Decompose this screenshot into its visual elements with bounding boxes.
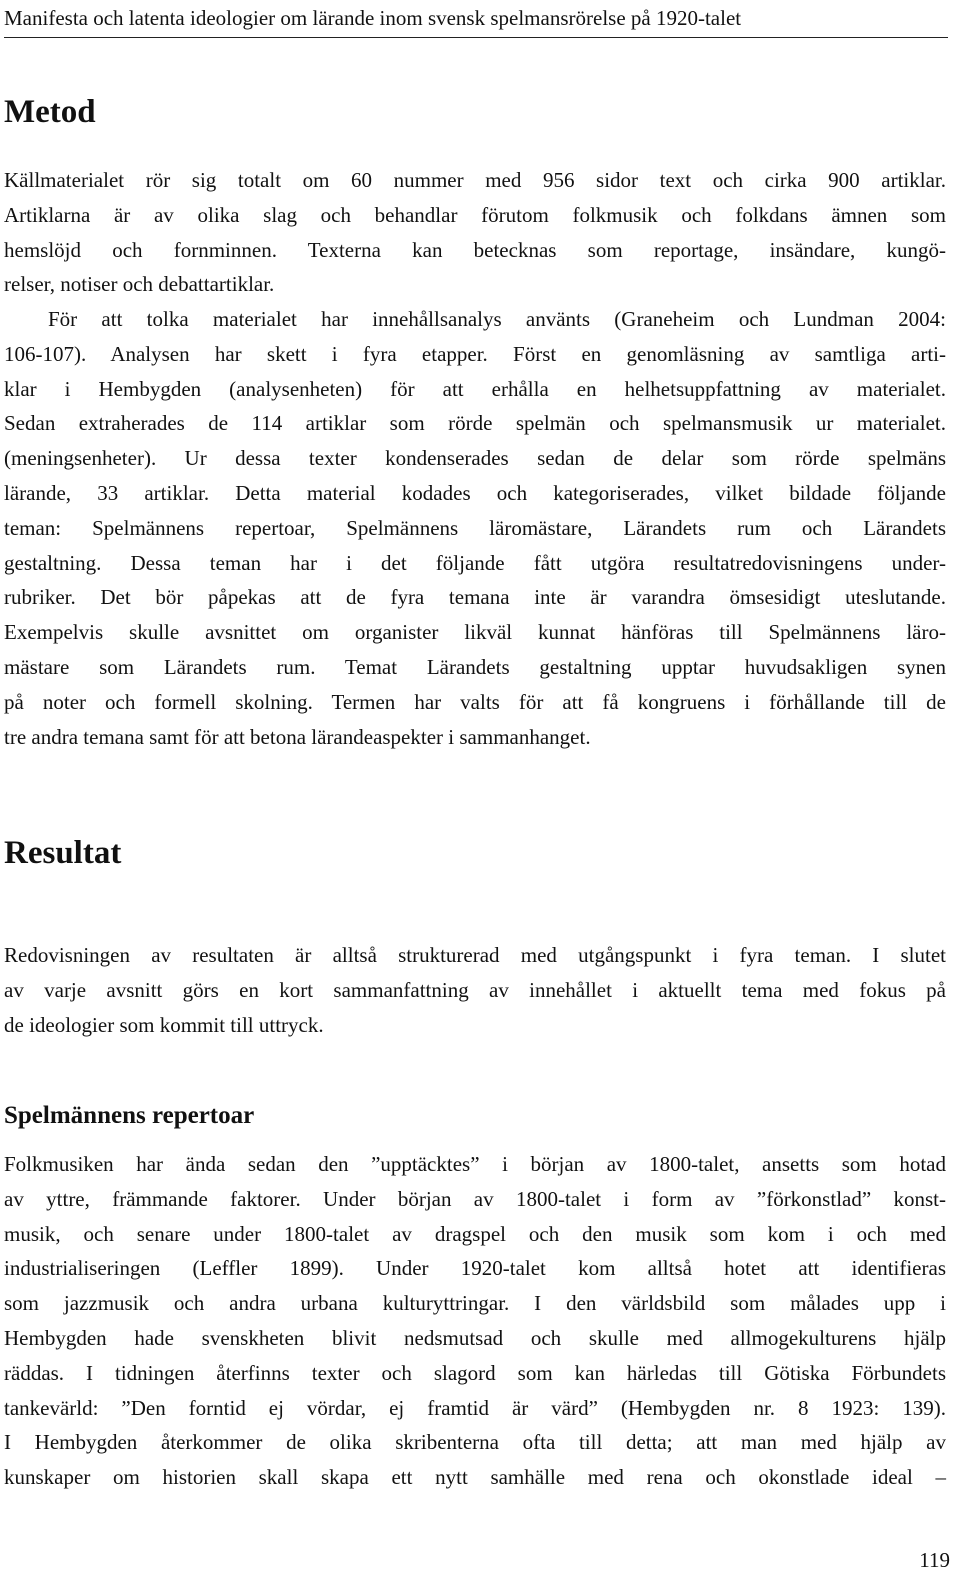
header-rule bbox=[4, 37, 948, 38]
text-line: tre andra temana samt för att betona lärandeaspekter i sammanhanget. bbox=[4, 724, 591, 749]
running-header: Manifesta och latenta ideologier om lärande inom svensk spelmansrörelse på 1920-talet bbox=[4, 6, 742, 30]
text-line: I Hembygden återkommer de olika skribenterna ofta till detta; att man med hjälp av bbox=[4, 1430, 946, 1455]
text-line: industrialiseringen (Leffler 1899). Under 1920-talet kom alltså hotet att identifieras bbox=[4, 1256, 946, 1281]
paragraph-metod-2 bbox=[4, 302, 946, 754]
text-line: klar i Hembygden (analysenheten) för att erhålla en helhetsuppfattning av materialet. bbox=[4, 376, 946, 401]
text-line: hemslöjd och fornminnen. Texterna kan betecknas som reportage, insändare, kungö- bbox=[4, 237, 946, 262]
text-line: kunskaper om historien skall skapa ett nytt samhälle med rena och okonstlade ideal – bbox=[4, 1465, 946, 1490]
text-line: För att tolka materialet har innehållsanalys använts (Graneheim och Lundman 2004: bbox=[48, 307, 946, 331]
subsection-heading-repertoar: Spelmännens repertoar bbox=[4, 1102, 255, 1129]
text-line: musik, och senare under 1800-talet av dragspel och den musik som kom i och med bbox=[4, 1221, 946, 1246]
text-line: teman: Spelmännens repertoar, Spelmännens läromästare, Lärandets rum och Lärandets bbox=[4, 515, 946, 540]
text-line: Exempelvis skulle avsnittet om organister likväl kunnat hänföras till Spelmännens läro- bbox=[4, 620, 946, 645]
section-heading-metod: Metod bbox=[4, 94, 96, 130]
paragraph-repertoar-1 bbox=[4, 1147, 946, 1495]
text-line: räddas. I tidningen återfinns texter och slagord som kan härledas till Götiska Förbundets bbox=[4, 1360, 946, 1385]
text-line: lärande, 33 artiklar. Detta material kodades och kategoriserades, vilket bildade följande bbox=[4, 480, 946, 505]
text-line: rubriker. Det bör påpekas att de fyra temana inte är varandra ömsesidigt uteslutande. bbox=[4, 585, 946, 610]
text-line: Redovisningen av resultaten är alltså strukturerad med utgångspunkt i fyra teman. I slutet bbox=[4, 943, 946, 967]
text-line: 106-107). Analysen har skett i fyra etapper. Först en genomläsning av samtliga arti- bbox=[4, 341, 946, 366]
section-heading-resultat: Resultat bbox=[4, 835, 122, 871]
text-line: (meningsenheter). Ur dessa texter kondenserades sedan de delar som rörde spelmäns bbox=[4, 446, 946, 471]
text-line: gestaltning. Dessa teman har i det följande fått utgöra resultatredovisningens under- bbox=[4, 550, 946, 575]
text-line: av varje avsnitt görs en kort sammanfattning av innehållet i aktuellt tema med fokus på bbox=[4, 977, 946, 1002]
text-line: Källmaterialet rör sig totalt om 60 nummer med 956 sidor text och cirka 900 artiklar. bbox=[4, 168, 946, 192]
text-line: mästare som Lärandets rum. Temat Lärandets gestaltning upptar huvudsakligen synen bbox=[4, 654, 946, 679]
paragraph-resultat-1 bbox=[4, 938, 946, 1042]
text-line: tankevärld: ”Den forntid ej vördar, ej framtid är värd” (Hembygden nr. 8 1923: 139). bbox=[4, 1395, 946, 1420]
text-line: av yttre, främmande faktorer. Under början av 1800-talet i form av ”förkonstlad” konst- bbox=[4, 1186, 946, 1211]
paragraph-metod-1 bbox=[4, 163, 946, 302]
text-line: Sedan extraherades de 114 artiklar som rörde spelmän och spelmansmusik ur materialet. bbox=[4, 411, 946, 436]
text-line: som jazzmusik och andra urbana kulturyttringar. I den världsbild som målades upp i bbox=[4, 1291, 946, 1316]
text-line: Hembygden hade svenskheten blivit nedsmutsad och skulle med allmogekulturens hjälp bbox=[4, 1325, 946, 1350]
text-line: på noter och formell skolning. Termen har valts för att få kongruens i förhållande till de bbox=[4, 689, 946, 714]
text-line: relser, notiser och debattartiklar. bbox=[4, 272, 275, 297]
page-number: 119 bbox=[919, 1548, 950, 1572]
text-line: Folkmusiken har ända sedan den ”upptäcktes” i början av 1800-talet, ansetts som hotad bbox=[4, 1152, 946, 1176]
text-line: de ideologier som kommit till uttryck. bbox=[4, 1012, 324, 1037]
text-line: Artiklarna är av olika slag och behandlar förutom folkmusik och folkdans ämnen som bbox=[4, 202, 946, 227]
